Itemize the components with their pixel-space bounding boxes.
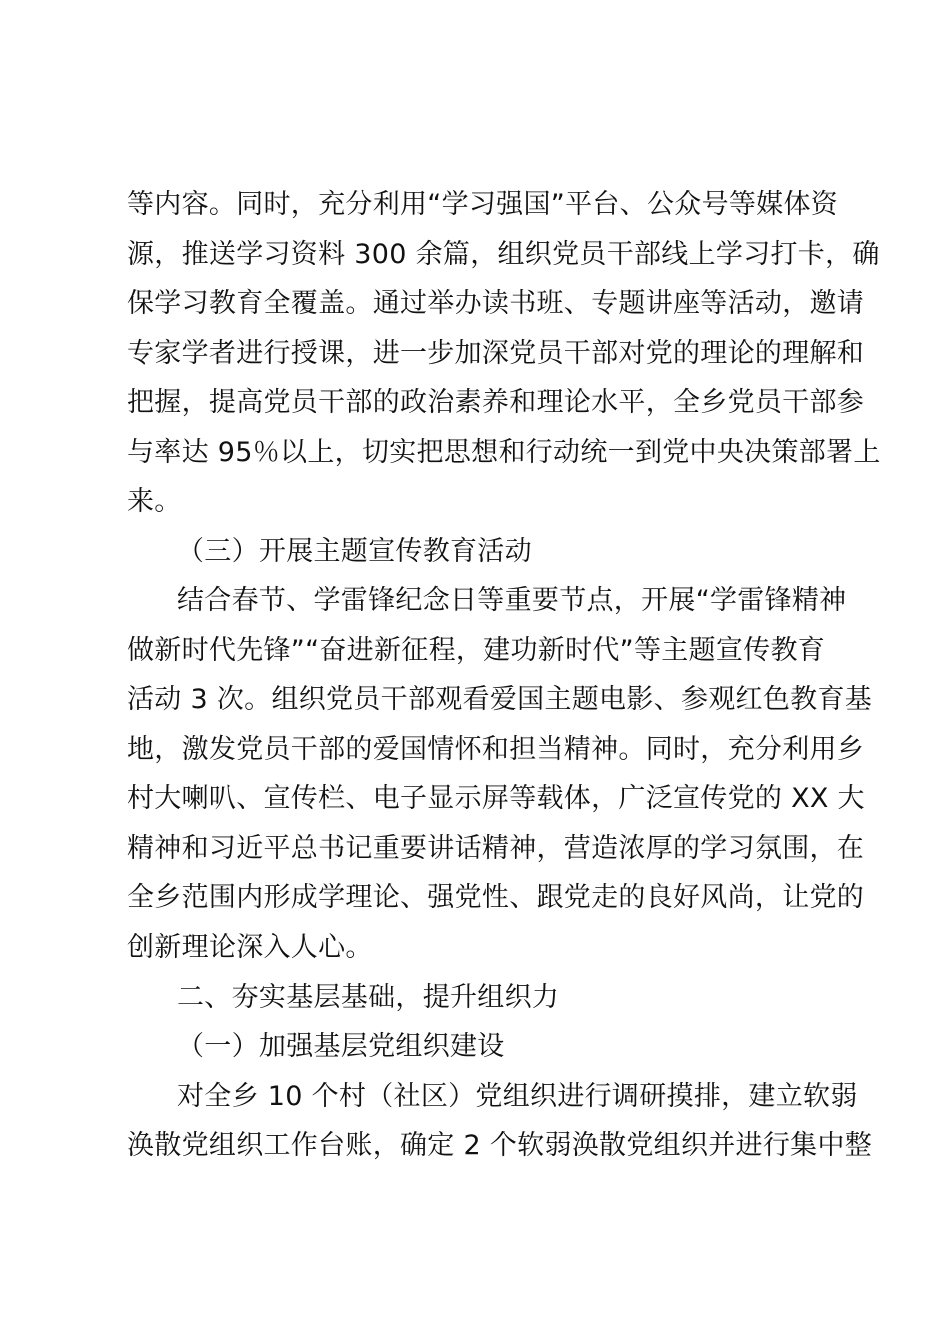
paragraph-line-5: 把握，提高党员干部的政治素养和理论水平，全乡党员干部参 <box>127 387 865 418</box>
section-heading-1: （一）加强基层党组织建设 <box>177 1031 505 1062</box>
paragraph-line-8: 结合春节、学雷锋纪念日等重要节点，开展“学雷锋精神 <box>177 585 847 616</box>
paragraph-line-4: 专家学者进行授课，进一步加深党员干部对党的理论的理解和 <box>127 338 865 369</box>
paragraph-line-10: 活动 3 次。组织党员干部观看爱国主题电影、参观红色教育基 <box>127 684 873 715</box>
paragraph-line-1: 等内容。同时，充分利用“学习强国”平台、公众号等媒体资 <box>127 189 839 220</box>
section-heading-3: （三）开展主题宣传教育活动 <box>177 536 532 567</box>
paragraph-line-2: 源，推送学习资料 300 余篇，组织党员干部线上学习打卡，确 <box>127 239 880 270</box>
paragraph-line-14: 全乡范围内形成学理论、强党性、跟党走的良好风尚，让党的 <box>127 882 865 913</box>
chapter-heading-2: 二、夯实基层基础，提升组织力 <box>177 982 560 1013</box>
paragraph-line-15: 创新理论深入人心。 <box>127 932 373 963</box>
paragraph-line-11: 地，激发党员干部的爱国情怀和担当精神。同时，充分利用乡 <box>127 734 865 765</box>
paragraph-line-12: 村大喇叭、宣传栏、电子显示屏等载体，广泛宣传党的 XX 大 <box>127 783 865 814</box>
paragraph-line-9: 做新时代先锋”“奋进新征程，建功新时代”等主题宣传教育 <box>127 635 826 666</box>
paragraph-line-7: 来。 <box>127 486 182 517</box>
paragraph-line-3: 保学习教育全覆盖。通过举办读书班、专题讲座等活动，邀请 <box>127 288 865 319</box>
paragraph-line-6: 与率达 95％以上，切实把思想和行动统一到党中央决策部署上 <box>127 437 881 468</box>
paragraph-line-17: 涣散党组织工作台账，确定 2 个软弱涣散党组织并进行集中整 <box>127 1130 873 1161</box>
paragraph-line-16: 对全乡 10 个村（社区）党组织进行调研摸排，建立软弱 <box>177 1081 858 1112</box>
paragraph-line-13: 精神和习近平总书记重要讲话精神，营造浓厚的学习氛围，在 <box>127 833 865 864</box>
